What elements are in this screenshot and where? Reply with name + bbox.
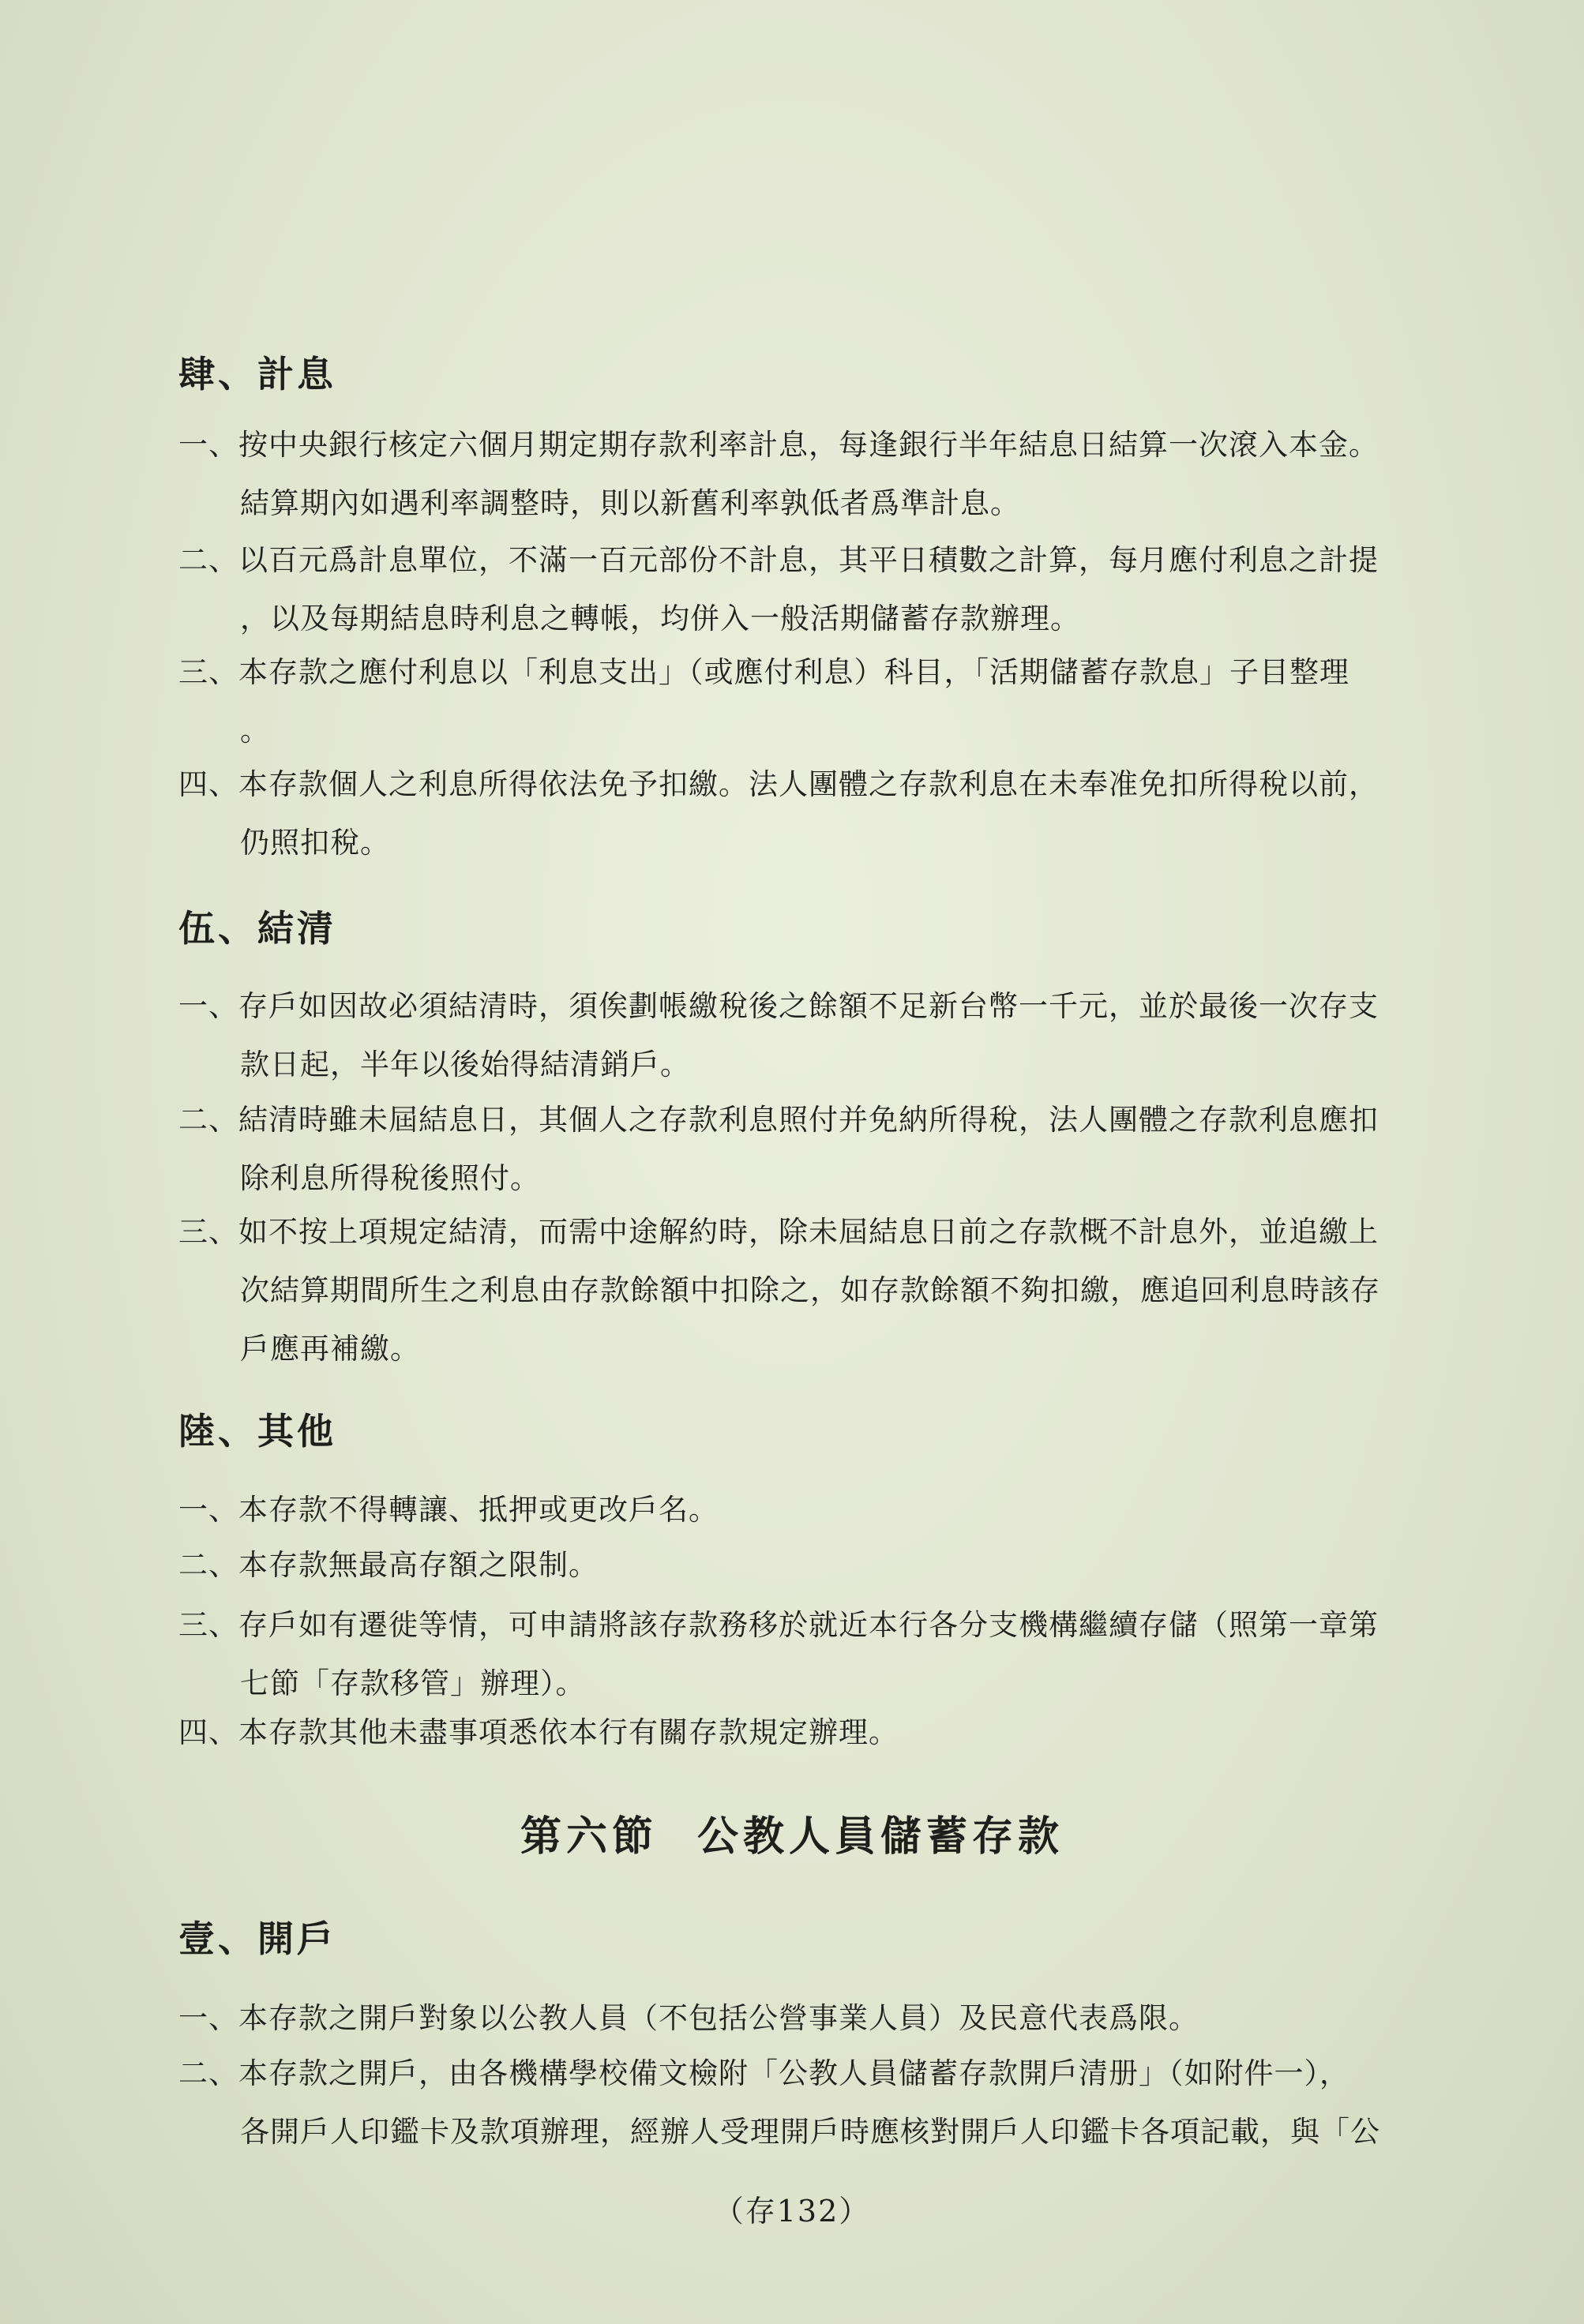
opening-item-2 — [178, 2045, 1473, 2161]
other-item-1 — [178, 1481, 1473, 1539]
text-line: 二、本存款無最高存額之限制。 — [178, 1548, 599, 1582]
chapter-section-title — [0, 1803, 1584, 1862]
text-line: ，以及每期結息時利息之轉帳，均併入一般活期儲蓄存款辦理。 — [240, 602, 1080, 635]
text-line: 三、本存款之應付利息以「利息支出」（或應付利息）科目，「活期儲蓄存款息」子目整理 — [178, 655, 1349, 689]
section-number: 第六節 — [520, 1812, 658, 1861]
text-line: 一、存戶如因故必須結清時，須俟劃帳繳稅後之餘額不足新台幣一千元，並於最後一次存支 — [178, 989, 1379, 1023]
text-line: 三、如不按上項規定結清，而需中途解約時，除未屆結息日前之存款概不計息外，並追繳上 — [178, 1215, 1379, 1249]
page-number: （存132） — [713, 2194, 871, 2228]
text-line: 四、本存款其他未盡事項悉依本行有關存款規定辦理。 — [178, 1715, 899, 1749]
text-line: 一、本存款不得轉讓、抵押或更改戶名。 — [178, 1493, 719, 1527]
closing-item-1 — [178, 977, 1473, 1094]
interest-item-1 — [178, 416, 1473, 533]
section-heading-opening: 壹、開戶 — [178, 1917, 336, 1960]
closing-item-3 — [178, 1203, 1473, 1378]
text-line: 。 — [240, 714, 270, 748]
text-line: 二、本存款之開戶，由各機構學校備文檢附「公教人員儲蓄存款開戶清册」（如附件一）， — [178, 2056, 1349, 2090]
text-line: 一、按中央銀行核定六個月期定期存款利率計息，每逢銀行半年結息日結算一次滾入本金。 — [178, 428, 1379, 462]
closing-item-2 — [178, 1091, 1473, 1208]
text-line: 結算期內如遇利率調整時，則以新舊利率孰低者爲準計息。 — [240, 486, 1020, 520]
opening-item-1 — [178, 1989, 1473, 2048]
text-line: 戶應再補繳。 — [240, 1332, 420, 1366]
text-line: 各開戶人印鑑卡及款項辦理，經辦人受理開戶時應核對開戶人印鑑卡各項記載，與「公 — [240, 2115, 1380, 2149]
text-line: 七節「存款移管」辦理）。 — [240, 1666, 586, 1700]
text-line: 款日起，半年以後始得結清銷戶。 — [240, 1048, 690, 1081]
other-item-3 — [178, 1596, 1473, 1713]
other-item-4 — [178, 1704, 1473, 1762]
section-name: 公教人員儲蓄存款 — [697, 1812, 1064, 1861]
section-heading-closing: 伍、結清 — [178, 907, 336, 950]
text-line: 三、存戶如有遷徙等情，可申請將該存款務移於就近本行各分支機構繼續存儲（照第一章第 — [178, 1608, 1379, 1642]
text-line: 二、以百元爲計息單位，不滿一百元部份不計息，其平日積數之計算，每月應付利息之計提 — [178, 543, 1379, 577]
interest-item-2 — [178, 531, 1473, 648]
text-line: 二、結清時雖未屆結息日，其個人之存款利息照付并免納所得稅，法人團體之存款利息應扣 — [178, 1103, 1379, 1137]
interest-item-3 — [178, 643, 1473, 760]
other-item-2 — [178, 1536, 1473, 1595]
text-line: 四、本存款個人之利息所得依法免予扣繳。法人團體之存款利息在未奉准免扣所得稅以前， — [178, 767, 1379, 801]
section-heading-other: 陸、其他 — [178, 1410, 336, 1452]
section-heading-interest: 肆、計息 — [178, 353, 336, 395]
text-line: 除利息所得稅後照付。 — [240, 1161, 540, 1195]
interest-item-4 — [178, 755, 1473, 872]
text-line: 次結算期間所生之利息由存款餘額中扣除之，如存款餘額不夠扣繳，應追回利息時該存 — [240, 1273, 1380, 1307]
text-line: 仍照扣稅。 — [240, 826, 390, 860]
text-line: 一、本存款之開戶對象以公教人員（不包括公營事業人員）及民意代表爲限。 — [178, 2001, 1199, 2035]
